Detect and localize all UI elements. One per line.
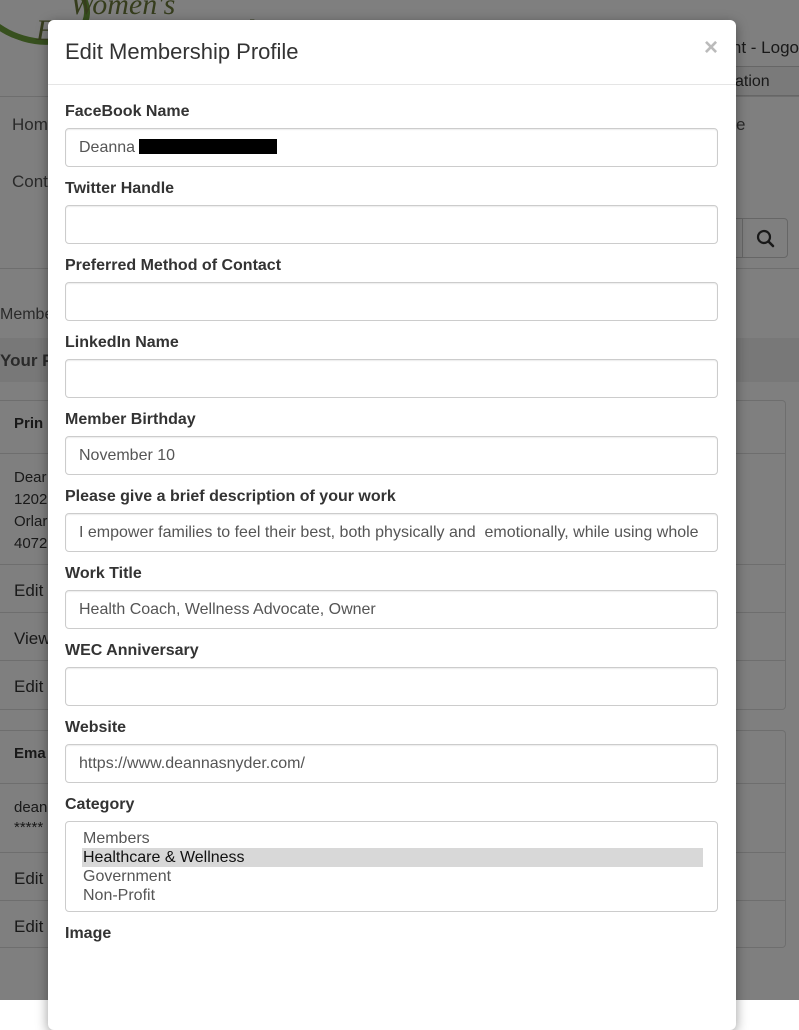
- close-icon: ×: [703, 34, 718, 61]
- modal-header: [48, 20, 736, 85]
- category-option[interactable]: Non-Profit: [83, 887, 156, 904]
- linkedin-field-group: [65, 334, 719, 398]
- wec-anniversary-input[interactable]: [65, 667, 718, 706]
- contact-label: Preferred Method of Contact: [65, 257, 282, 274]
- category-option-selected[interactable]: Healthcare & Wellness: [82, 848, 703, 867]
- birthday-field-group: [65, 411, 719, 475]
- work-title-label: Work Title: [65, 565, 142, 582]
- website-input[interactable]: [65, 744, 718, 783]
- image-label: Image: [65, 925, 112, 942]
- category-label: Category: [65, 796, 135, 813]
- description-label: Please give a brief description of your work: [65, 488, 396, 505]
- facebook-name-input[interactable]: [65, 128, 718, 167]
- edit-membership-modal: [48, 20, 736, 1030]
- twitter-handle-input[interactable]: [65, 205, 718, 244]
- description-field-group: [65, 488, 719, 552]
- website-label: Website: [65, 719, 127, 736]
- anniversary-label: WEC Anniversary: [65, 642, 199, 659]
- anniversary-field-group: [65, 642, 719, 706]
- linkedin-label: LinkedIn Name: [65, 334, 179, 351]
- modal-title: Edit Membership Profile: [65, 39, 299, 64]
- category-listbox[interactable]: [65, 821, 718, 912]
- member-birthday-input[interactable]: [65, 436, 718, 475]
- twitter-label: Twitter Handle: [65, 180, 175, 197]
- birthday-label: Member Birthday: [65, 411, 196, 428]
- close-button[interactable]: [704, 36, 718, 60]
- twitter-field-group: [65, 180, 719, 244]
- category-option[interactable]: Government: [83, 868, 172, 885]
- facebook-field-group: [65, 103, 719, 167]
- preferred-contact-input[interactable]: [65, 282, 718, 321]
- website-field-group: [65, 719, 719, 783]
- category-option[interactable]: Members: [83, 830, 150, 847]
- work-title-input[interactable]: [65, 590, 718, 629]
- work-title-field-group: [65, 565, 719, 629]
- facebook-name-value: Deanna: [79, 139, 136, 156]
- facebook-label: FaceBook Name: [65, 103, 190, 120]
- category-field-group: [65, 796, 719, 912]
- redaction-box: [139, 139, 277, 154]
- work-description-input[interactable]: I empower families to feel their best, both physically and emotionally, while using whole: [65, 513, 718, 552]
- linkedin-name-input[interactable]: [65, 359, 718, 398]
- contact-field-group: [65, 257, 719, 321]
- modal-body: [48, 85, 736, 943]
